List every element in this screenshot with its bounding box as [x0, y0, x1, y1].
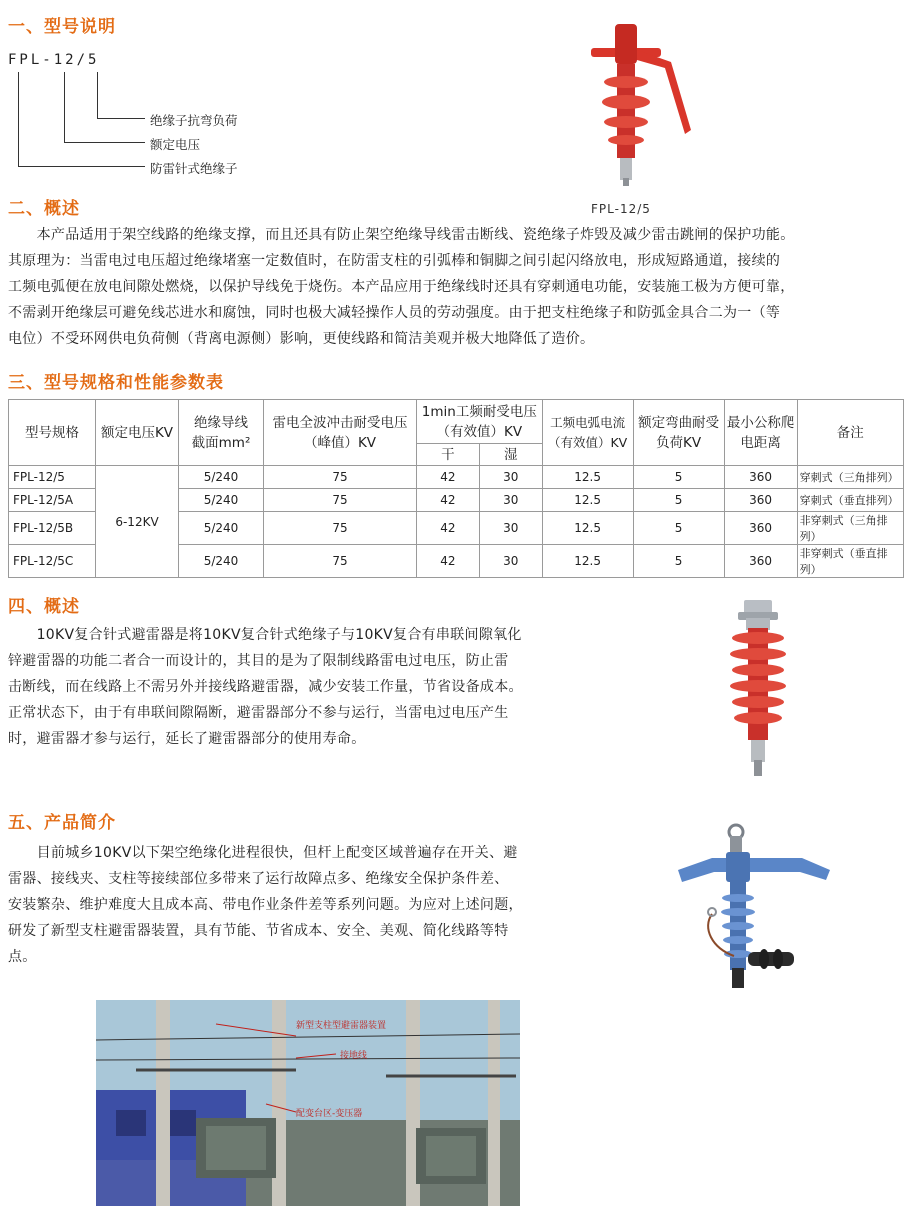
cell-creepage: 360 — [724, 489, 797, 512]
cell-model: FPL-12/5A — [9, 489, 96, 512]
cell-model: FPL-12/5C — [9, 545, 96, 578]
legend-connector-2h — [64, 142, 145, 143]
cell-lightning: 75 — [264, 466, 417, 489]
section5-line: 雷器、接线夹、支柱等接续部位多带来了运行故障点多、绝缘安全保护条件差、 — [8, 871, 509, 887]
header-power-freq: 1min工频耐受电压（有效值）KV — [417, 400, 543, 444]
section2-line: 其原理为：当雷电过电压超过绝缘堵塞一定数值时，在防雷支柱的引弧棒和铜脚之间引起闪络放电，形成短路通道，接续的 — [8, 253, 781, 269]
cell-bending: 5 — [633, 466, 724, 489]
header-voltage: 额定电压KV — [96, 400, 179, 466]
section4-line: 锌避雷器的功能二者合一而设计的，其目的是为了限制线路雷电过电压，防止雷 — [8, 653, 509, 669]
header-lightning: 雷电全波冲击耐受电压（峰值）KV — [264, 400, 417, 466]
legend-connector-1h — [97, 118, 145, 119]
section3-title: 三、型号规格和性能参数表 — [8, 373, 224, 393]
legend-connector-1 — [97, 72, 98, 118]
section4-line: 击断线，而在线路上不需另外并接线路避雷器，减少安装工作量，节省设备成本。 — [8, 679, 523, 695]
cell-dry: 42 — [417, 512, 480, 545]
cell-remark: 非穿刺式（垂直排列） — [797, 545, 903, 578]
cell-bending: 5 — [633, 512, 724, 545]
header-dry: 干 — [417, 444, 480, 466]
header-model: 型号规格 — [9, 400, 96, 466]
cell-dry: 42 — [417, 545, 480, 578]
cell-arc: 12.5 — [542, 545, 633, 578]
cell-section: 5/240 — [179, 545, 264, 578]
section2-line: 不需剥开绝缘层可避免线芯进水和腐蚀，同时也极大减轻操作人员的劳动强度。由于把支柱绝缘子和防弧金具合二为一（等 — [8, 305, 781, 321]
legend-insulator-type: 防雷针式绝缘子 — [150, 161, 238, 176]
cell-section: 5/240 — [179, 466, 264, 489]
header-wet: 湿 — [479, 444, 542, 466]
cell-remark: 穿刺式（垂直排列） — [797, 489, 903, 512]
cell-remark: 穿刺式（三角排列） — [797, 466, 903, 489]
table-row — [9, 466, 904, 489]
header-cross-section-b: 截面mm² — [191, 434, 251, 451]
arrester-image-red — [718, 596, 798, 782]
insulator-image-red — [585, 10, 705, 190]
cell-wet: 30 — [479, 545, 542, 578]
section4-line: 时，避雷器才参与运行，延长了避雷器部分的使用寿命。 — [8, 731, 366, 747]
section5-line: 目前城乡10KV以下架空绝缘化进程很快，但杆上配变区域普遍存在开关、避 — [8, 845, 518, 861]
cell-arc: 12.5 — [542, 489, 633, 512]
cell-voltage: 6-12KV — [96, 466, 179, 578]
spec-table — [8, 399, 904, 578]
section5-paragraph — [8, 840, 648, 970]
cell-arc: 12.5 — [542, 466, 633, 489]
header-cross-section — [179, 400, 264, 466]
legend-connector-3h — [18, 166, 145, 167]
cell-lightning: 75 — [264, 545, 417, 578]
header-bending: 额定弯曲耐受负荷KV — [633, 400, 724, 466]
cell-remark: 非穿刺式（三角排列） — [797, 512, 903, 545]
photo-label-transformer: 配变台区-变压器 — [296, 1109, 363, 1119]
section2-line: 工频电弧便在放电间隙处燃烧，以保护导线免于烧伤。本产品应用于绝缘线时还具有穿刺通电功能，安装施工极为方便可靠， — [8, 279, 795, 295]
section4-title: 四、概述 — [8, 597, 80, 617]
cell-bending: 5 — [633, 489, 724, 512]
header-creepage: 最小公称爬电距离 — [724, 400, 797, 466]
photo-label-device: 新型支柱型避雷器装置 — [296, 1021, 387, 1031]
cell-lightning: 75 — [264, 512, 417, 545]
legend-bending-load: 绝缘子抗弯负荷 — [150, 113, 238, 128]
cell-creepage: 360 — [724, 545, 797, 578]
cell-wet: 30 — [479, 489, 542, 512]
cell-model: FPL-12/5B — [9, 512, 96, 545]
header-remark: 备注 — [797, 400, 903, 466]
section5-line: 安装繁杂、维护难度大且成本高、带电作业条件差等系列问题。为应对上述问题， — [8, 897, 523, 913]
section2-title: 二、概述 — [8, 199, 80, 219]
cell-wet: 30 — [479, 512, 542, 545]
section2-line: 本产品适用于架空线路的绝缘支撑，而且还具有防止架空绝缘导线雷击断线、瓷绝缘子炸毁及减少雷击跳闸的保护功能。 — [8, 227, 795, 243]
legend-connector-3 — [18, 72, 19, 166]
legend-rated-voltage: 额定电压 — [150, 137, 201, 152]
cell-wet: 30 — [479, 466, 542, 489]
section2-line: 电位）不受环网供电负荷侧（背离电源侧）影响，更使线路和简洁美观并极大地降低了造价。 — [8, 331, 595, 347]
cell-lightning: 75 — [264, 489, 417, 512]
cell-section: 5/240 — [179, 489, 264, 512]
legend-connector-2 — [64, 72, 65, 142]
section4-paragraph — [8, 622, 648, 752]
arrester-image-blue — [672, 818, 842, 998]
section4-line: 正常状态下，由于有串联间隙隔断，避雷器部分不参与运行，当雷电过电压产生 — [8, 705, 509, 721]
cell-bending: 5 — [633, 545, 724, 578]
cell-model: FPL-12/5 — [9, 466, 96, 489]
section4-line: 10KV复合针式避雷器是将10KV复合针式绝缘子与10KV复合有串联间隙氧化 — [8, 627, 522, 643]
field-photo — [96, 1000, 520, 1206]
red-insulator-caption: FPL-12/5 — [591, 202, 651, 216]
section1-title: 一、型号说明 — [8, 17, 116, 37]
section2-paragraph — [8, 222, 916, 352]
header-cross-section-a: 绝缘导线 — [194, 414, 248, 431]
section5-line: 研发了新型支柱避雷器装置，具有节能、节省成本、安全、美观、简化线路等特 — [8, 923, 509, 939]
section5-title: 五、产品简介 — [8, 813, 116, 833]
cell-dry: 42 — [417, 466, 480, 489]
model-code: FPL-12/5 — [8, 52, 100, 68]
cell-dry: 42 — [417, 489, 480, 512]
photo-label-ground: 接地线 — [340, 1051, 368, 1061]
cell-arc: 12.5 — [542, 512, 633, 545]
cell-creepage: 360 — [724, 512, 797, 545]
section5-line: 点。 — [8, 949, 37, 965]
cell-creepage: 360 — [724, 466, 797, 489]
header-arc: 工频电弧电流（有效值）KV — [542, 400, 633, 466]
cell-section: 5/240 — [179, 512, 264, 545]
